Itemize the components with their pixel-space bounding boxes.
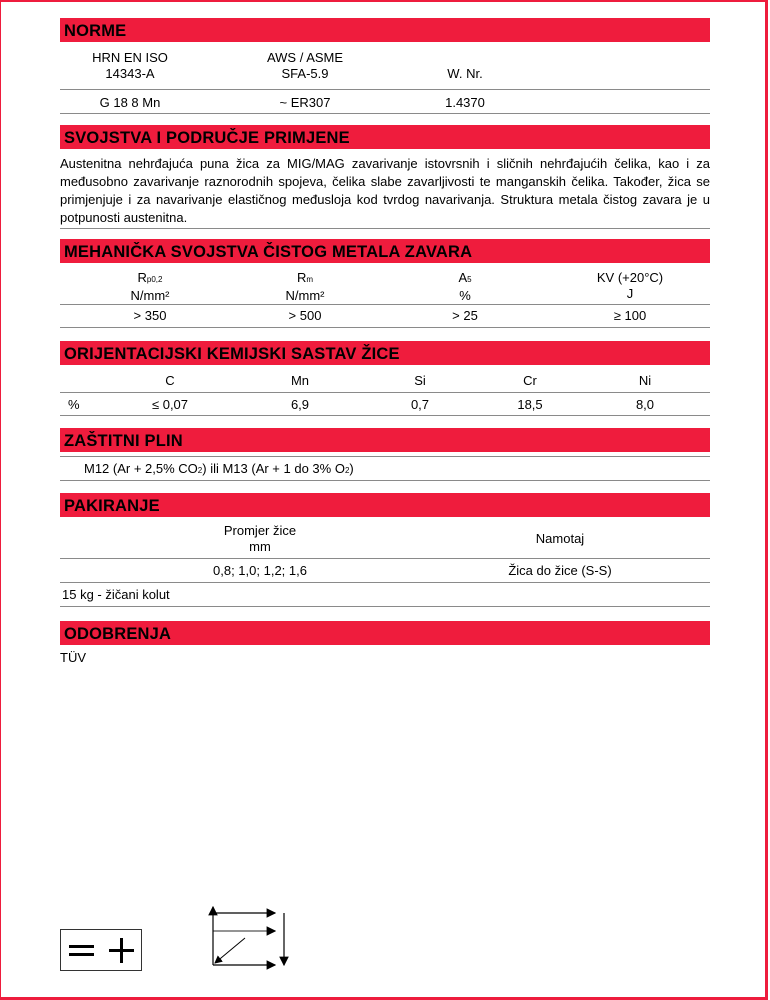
section-title: MEHANIČKA SVOJSTVA ČISTOG METALA ZAVARA: [64, 242, 473, 261]
norme-value-1: G 18 8 Mn: [99, 95, 161, 110]
mech-value-kv: ≥ 100: [613, 308, 647, 323]
divider: [60, 415, 710, 416]
section-title: ORIJENTACIJSKI KEMIJSKI SASTAV ŽICE: [64, 344, 400, 363]
chem-row-label: %: [68, 397, 80, 412]
section-header-svojstva: [60, 125, 710, 149]
chem-header-mn: Mn: [290, 373, 310, 388]
approval-item: TÜV: [60, 650, 86, 665]
section-title: PAKIRANJE: [64, 496, 160, 515]
divider: [60, 480, 710, 481]
mech-col-a5: A5 %: [458, 270, 472, 303]
mech-value-rm: > 500: [288, 308, 322, 323]
chem-value-mn: 6,9: [290, 397, 310, 412]
chem-header-cr: Cr: [523, 373, 537, 388]
section-header-kemijski: [60, 341, 710, 365]
section-title: NORME: [64, 21, 127, 40]
divider: [60, 327, 710, 328]
section-header-norme: [60, 18, 710, 42]
dc-positive-polarity-icon: [60, 929, 142, 971]
chem-header-ni: Ni: [638, 373, 652, 388]
pack-header-winding: Namotaj: [535, 531, 585, 546]
section-header-plin: [60, 428, 710, 452]
description-paragraph: Austenitna nehrđajuća puna žica za MIG/MAG zavarivanje istovrsnih i sličnih nehrđajućih čelika, kao i za međusobno zavarivanje raznorodnih spojeva, čelika slabe zavarljivosti te manganskih čelika. Također, žica se primjenjuje i za navarivanje elastičnog međusloja kod tvrdog navarivanja. Struktura metala čistog zavara je u potpunosti austenitna.: [60, 156, 710, 225]
shielding-gas-text: M12 (Ar + 2,5% CO2) ili M13 (Ar + 1 do 3% O2): [84, 461, 354, 476]
section-title: ZAŠTITNI PLIN: [64, 431, 183, 450]
pack-header-diameter: Promjer žice mm: [223, 523, 297, 554]
chem-value-ni: 8,0: [635, 397, 655, 412]
divider: [60, 113, 710, 114]
norme-header-1: HRN EN ISO 14343-A: [92, 50, 168, 81]
chem-value-cr: 18,5: [517, 397, 543, 412]
divider: [60, 392, 710, 393]
norme-header-2: AWS / ASME SFA-5.9: [266, 50, 344, 81]
chem-value-si: 0,7: [410, 397, 430, 412]
pack-value-diameter: 0,8; 1,0; 1,2; 1,6: [213, 563, 307, 578]
section-header-pakiranje: [60, 493, 710, 517]
mech-value-a5: > 25: [452, 308, 478, 323]
divider: [60, 228, 710, 229]
chem-header-si: Si: [414, 373, 426, 388]
mech-col-rp02: Rp0,2 N/mm²: [130, 270, 170, 303]
mech-value-rp02: > 350: [133, 308, 167, 323]
norme-value-2: ~ ER307: [279, 95, 331, 110]
chem-header-c: C: [165, 373, 175, 388]
chem-value-c: ≤ 0,07: [151, 397, 189, 412]
section-header-odobrenja: [60, 621, 710, 645]
divider: [60, 89, 710, 90]
divider: [60, 582, 710, 583]
mech-col-rm: Rm N/mm²: [285, 270, 325, 303]
norme-value-3: 1.4370: [445, 95, 485, 110]
section-title: ODOBRENJA: [64, 624, 172, 643]
divider: [60, 456, 710, 457]
divider: [60, 606, 710, 607]
pack-value-winding: Žica do žice (S-S): [508, 563, 612, 578]
section-title: SVOJSTVA I PODRUČJE PRIMJENE: [64, 128, 350, 147]
norme-header-3: W. Nr.: [447, 66, 483, 81]
pack-spool: 15 kg - žičani kolut: [62, 587, 170, 602]
section-header-mehanicka: [60, 239, 710, 263]
divider: [60, 304, 710, 305]
divider: [60, 558, 710, 559]
welding-positions-icon: [205, 905, 295, 975]
mech-col-kv: KV (+20°C) J: [596, 270, 664, 301]
